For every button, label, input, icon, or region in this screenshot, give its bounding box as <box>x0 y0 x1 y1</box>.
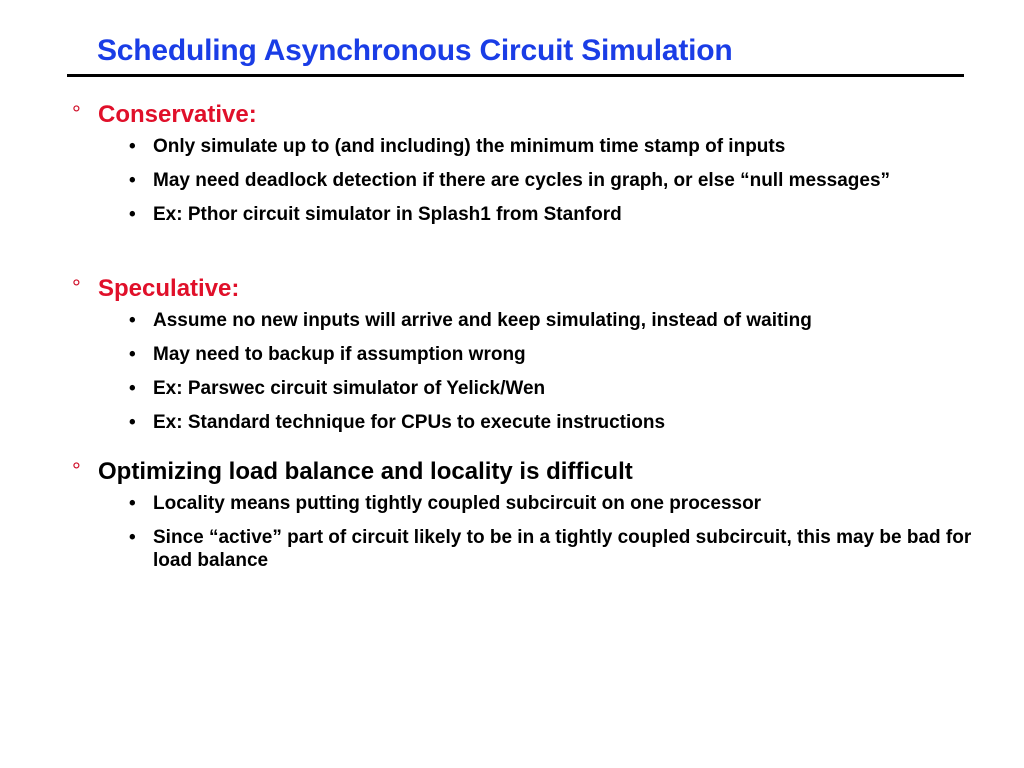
bullet-list <box>72 135 972 226</box>
bullet-item <box>72 343 972 366</box>
section-heading <box>72 458 972 492</box>
bullet-item <box>72 135 972 158</box>
bullet-text: Ex: Parswec circuit simulator of Yelick/Wen <box>153 378 546 399</box>
bullet-item <box>72 411 972 434</box>
bullet-list <box>72 309 972 434</box>
section-label: Speculative: <box>98 275 240 302</box>
degree-bullet-icon: ° <box>72 275 81 300</box>
bullet-item <box>72 169 913 192</box>
bullet-text: May need deadlock detection if there are cycles in graph, or else “null messages” <box>153 170 891 191</box>
section-label: Optimizing load balance and locality is difficult <box>98 458 633 485</box>
section-speculative <box>72 275 972 445</box>
bullet-item <box>72 309 972 332</box>
bullet-item <box>72 203 972 226</box>
section-conservative <box>72 101 972 237</box>
degree-bullet-icon: ° <box>72 101 81 126</box>
bullet-dot-icon: • <box>129 204 136 225</box>
slide-title: Scheduling Asynchronous Circuit Simulation <box>97 34 733 67</box>
bullet-dot-icon: • <box>129 344 136 365</box>
bullet-text: May need to backup if assumption wrong <box>153 344 526 365</box>
bullet-dot-icon: • <box>129 527 136 548</box>
bullet-list <box>72 492 972 572</box>
bullet-text: Since “active” part of circuit likely to be in a tightly coupled subcircuit, this may be bad for load balance <box>153 527 972 571</box>
bullet-item <box>72 492 972 515</box>
bullet-dot-icon: • <box>129 412 136 433</box>
section-heading <box>72 101 972 135</box>
bullet-text: Ex: Pthor circuit simulator in Splash1 from Stanford <box>153 204 622 225</box>
bullet-dot-icon: • <box>129 493 136 514</box>
bullet-item <box>72 526 972 572</box>
bullet-dot-icon: • <box>129 170 136 191</box>
section-optimizing <box>72 458 972 583</box>
title-divider <box>67 74 964 77</box>
section-label: Conservative: <box>98 101 257 128</box>
bullet-text: Assume no new inputs will arrive and keep simulating, instead of waiting <box>153 310 812 331</box>
bullet-dot-icon: • <box>129 378 136 399</box>
bullet-dot-icon: • <box>129 310 136 331</box>
bullet-text: Only simulate up to (and including) the minimum time stamp of inputs <box>153 136 786 157</box>
bullet-text: Locality means putting tightly coupled subcircuit on one processor <box>153 493 762 514</box>
bullet-dot-icon: • <box>129 136 136 157</box>
bullet-item <box>72 377 972 400</box>
bullet-text: Ex: Standard technique for CPUs to execute instructions <box>153 412 666 433</box>
section-heading <box>72 275 972 309</box>
degree-bullet-icon: ° <box>72 458 81 483</box>
